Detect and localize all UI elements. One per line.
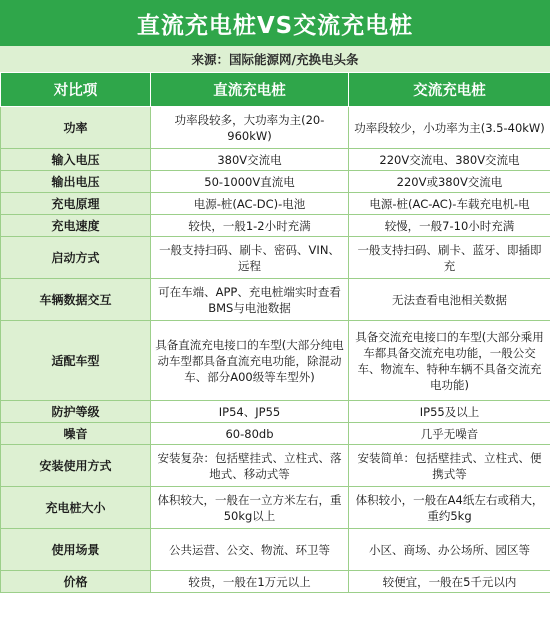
ac-cell: 一般支持扫码、刷卡、蓝牙、即插即充 — [349, 237, 550, 279]
dc-cell: 60-80db — [151, 423, 349, 445]
table-row — [1, 571, 550, 593]
header-row — [1, 73, 550, 107]
dc-cell: 较贵，一般在1万元以上 — [151, 571, 349, 593]
table-row — [1, 279, 550, 321]
ac-cell: 几乎无噪音 — [349, 423, 550, 445]
row-label: 启动方式 — [1, 237, 151, 279]
row-label: 使用场景 — [1, 529, 151, 571]
dc-cell: 电源-桩(AC-DC)-电池 — [151, 193, 349, 215]
ac-cell: 较慢，一般7-10小时充满 — [349, 215, 550, 237]
table-row — [1, 107, 550, 149]
title-banner — [0, 0, 550, 46]
table-row — [1, 149, 550, 171]
header-item: 对比项 — [1, 73, 151, 107]
row-label: 噪音 — [1, 423, 151, 445]
row-label: 适配车型 — [1, 321, 151, 401]
ac-cell: 220V交流电、380V交流电 — [349, 149, 550, 171]
ac-cell: 电源-桩(AC-AC)-车载充电机-电 — [349, 193, 550, 215]
dc-cell: 安装复杂：包括壁挂式、立柱式、落地式、移动式等 — [151, 445, 349, 487]
table-row — [1, 529, 550, 571]
row-label: 充电速度 — [1, 215, 151, 237]
dc-cell: IP54、JP55 — [151, 401, 349, 423]
ac-cell: 功率段较少，小功率为主(3.5-40kW) — [349, 107, 550, 149]
dc-cell: 380V交流电 — [151, 149, 349, 171]
table-row — [1, 445, 550, 487]
ac-cell: 安装简单：包括壁挂式、立柱式、便携式等 — [349, 445, 550, 487]
dc-cell: 具备直流充电接口的车型(大部分纯电动车型都具备直流充电功能，除混动车、部分A00级等车型外) — [151, 321, 349, 401]
table-row — [1, 401, 550, 423]
ac-cell: 无法查看电池相关数据 — [349, 279, 550, 321]
row-label: 安装使用方式 — [1, 445, 151, 487]
row-label: 充电桩大小 — [1, 487, 151, 529]
dc-cell: 一般支持扫码、刷卡、密码、VIN、远程 — [151, 237, 349, 279]
table-row — [1, 321, 550, 401]
table-row — [1, 237, 550, 279]
row-label: 输入电压 — [1, 149, 151, 171]
comparison-table — [0, 72, 550, 593]
row-label: 车辆数据交互 — [1, 279, 151, 321]
row-label: 防护等级 — [1, 401, 151, 423]
page-title: 直流充电桩VS交流充电桩 — [136, 12, 414, 39]
ac-cell: 较便宜，一般在5千元以内 — [349, 571, 550, 593]
table-row — [1, 171, 550, 193]
ac-cell: 体积较小，一般在A4纸左右或稍大，重约5kg — [349, 487, 550, 529]
table-row — [1, 487, 550, 529]
header-dc: 直流充电桩 — [151, 73, 349, 107]
ac-cell: 220V或380V交流电 — [349, 171, 550, 193]
ac-cell: 小区、商场、办公场所、园区等 — [349, 529, 550, 571]
source-line: 来源：国际能源网/充换电头条 — [0, 46, 550, 72]
row-label: 输出电压 — [1, 171, 151, 193]
table-row — [1, 193, 550, 215]
row-label: 功率 — [1, 107, 151, 149]
ac-cell: 具备交流充电接口的车型(大部分乘用车都具备交流充电功能，一般公交车、物流车、特种车辆不具备交流充电功能) — [349, 321, 550, 401]
dc-cell: 50-1000V直流电 — [151, 171, 349, 193]
row-label: 充电原理 — [1, 193, 151, 215]
header-ac: 交流充电桩 — [349, 73, 550, 107]
dc-cell: 公共运营、公交、物流、环卫等 — [151, 529, 349, 571]
dc-cell: 可在车端、APP、充电桩端实时查看BMS与电池数据 — [151, 279, 349, 321]
dc-cell: 功率段较多，大功率为主(20-960kW) — [151, 107, 349, 149]
table-row — [1, 423, 550, 445]
dc-cell: 体积较大，一般在一立方米左右，重50kg以上 — [151, 487, 349, 529]
ac-cell: IP55及以上 — [349, 401, 550, 423]
table-row — [1, 215, 550, 237]
row-label: 价格 — [1, 571, 151, 593]
dc-cell: 较快，一般1-2小时充满 — [151, 215, 349, 237]
